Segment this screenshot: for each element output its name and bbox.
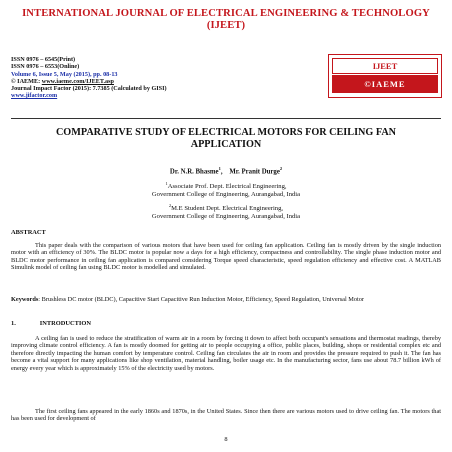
abstract-text: This paper deals with the comparison of various motors that have been used for ceiling fan application. Ceiling fan is mostly driven by the single induction motor with an efficiency of 30%. The BLDC motor is popular now a days for a high efficiency, compactness and controllability. The single phase induction motor and BLDC motor performance in ceiling fan application is compared considering Torque speed characteristic, speed regulation efficiency and effective cost. A MATLAB Simulink model of ceiling fan using BLDC motor is modelled and simulated. <box>11 242 441 272</box>
journal-title: INTERNATIONAL JOURNAL OF ELECTRICAL ENGINEERING & TECHNOLOGY (IJEET) <box>22 8 430 31</box>
keywords-text: : Brushless DC motor (BLDC), Capacitive Start Capacitive Run Induction Motor, Efficiency, Speed Regulation, Universal Motor <box>38 296 365 303</box>
intro-paragraph-1: A ceiling fan is used to reduce the stratification of warm air in a room by forcing it down to affect both occupant's sensations and thermostat readings, thereby improving climate control efficiency. A fan is mostly doomed for getting air to people occupying a office, public places, building, shops or residential complex etc and therefore directly impacting the human comfort by temperature control. Ceiling fan circulates the air in room and provides the pressure required to push it. The fan has become a vital support for many applications like shop ventilation, material handling, boiler usage etc. In the manufacturing sector, fans use about 78.7 billion kWh of energy every year which is approximately 15% of the electricity used by motors. <box>11 335 441 372</box>
iaeme-prefix: © IAEME: <box>11 77 42 85</box>
jifactor-link[interactable]: www.jifactor.com <box>11 92 58 100</box>
volume-info: Volume 6, Issue 5, May (2015), pp. 08-13 <box>11 70 118 78</box>
affiliation-1 <box>0 180 452 199</box>
page-number: 8 <box>224 436 228 443</box>
issn-online: ISSN 0976 – 6553(Online) <box>11 63 80 71</box>
journal-info <box>11 56 311 100</box>
iaeme-line <box>11 78 311 85</box>
authors: Dr. N.R. Bhasme$^1$, Mr. Pranit Durge$^2$ <box>169 166 283 176</box>
keywords <box>11 296 441 303</box>
affil-2-line-1: M.E Student Dept. Electrical Engineering, <box>171 205 284 213</box>
header-divider <box>11 118 441 119</box>
author-2: Mr. Pranit Durge <box>229 168 280 176</box>
paper-title: COMPARATIVE STUDY OF ELECTRICAL MOTORS FOR CEILING FAN APPLICATION <box>55 127 397 150</box>
intro-paragraph-2: The first ceiling fans appeared in the early 1860s and 1870s, in the United States. Since then there are various motors used to drive ceiling fan. The motors that has been used for development of <box>11 408 441 423</box>
intro-heading <box>11 320 91 327</box>
affil-1-line-1: Associate Prof. Dept. Electrical Engineering, <box>167 183 287 191</box>
author-2-sup: 2 <box>279 166 283 171</box>
affil-1-line-2: Government College of Engineering, Aurangabad, India <box>151 191 301 199</box>
iaeme-link[interactable]: www.iaeme.com/IJEET.asp <box>41 77 114 85</box>
logo-ijeet: IJEET <box>332 58 438 74</box>
abstract-heading: ABSTRACT <box>11 229 46 236</box>
journal-logo <box>328 54 442 98</box>
intro-number: 1. <box>11 320 16 327</box>
affil-1-sup: 1 <box>165 181 168 186</box>
author-1-sup: 1 <box>218 166 221 171</box>
affiliation-2 <box>0 202 452 221</box>
author-1: Dr. N.R. Bhasme <box>169 168 219 176</box>
intro-title: INTRODUCTION <box>39 320 91 327</box>
issn-print: ISSN 0976 – 6545(Print) <box>11 56 76 63</box>
logo-iaeme: ©IAEME <box>332 75 438 93</box>
keywords-label: Keywords <box>11 296 39 303</box>
affil-2-line-2: Government College of Engineering, Aurangabad, India <box>151 213 301 221</box>
affil-2-sup: 2 <box>168 203 172 208</box>
impact-factor: Journal Impact Factor (2015): 7.7385 (Calculated by GISI) <box>11 85 167 93</box>
